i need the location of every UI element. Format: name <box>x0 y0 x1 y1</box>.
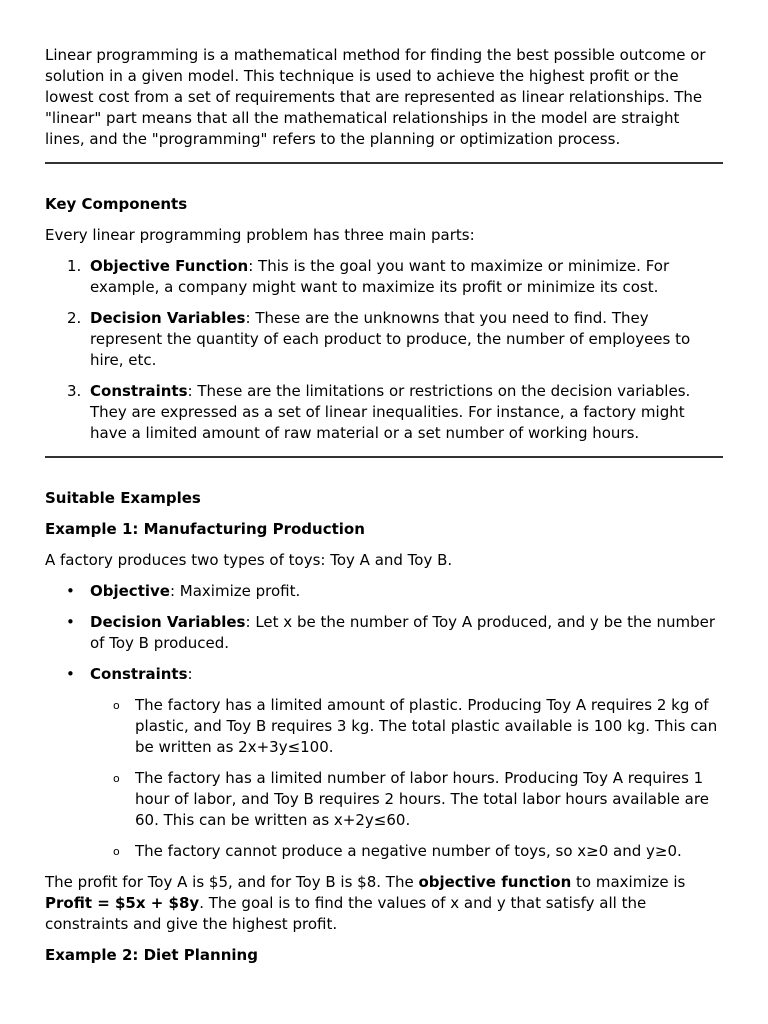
sublist-item <box>45 768 723 831</box>
profit-formula: Profit = $5x + $8y <box>45 894 200 912</box>
example1-heading: Example 1: Manufacturing Production <box>45 520 365 538</box>
list-item <box>45 612 723 654</box>
sublist-text: The factory has a limited number of labor hours. Producing Toy A requires 1 hour of labor, and Toy B requires 2 hours. The total labor hours available are 60. This can be written as x+2y≤60. <box>135 769 709 829</box>
list-text: : These are the limitations or restrictions on the decision variables. They are expressed as a set of linear inequalities. For instance, a factory might have a limited amount of raw material or a set number of working hours. <box>90 382 691 442</box>
bullet-icon: • <box>66 613 75 631</box>
list-item <box>45 256 723 298</box>
list-term: Objective Function <box>90 257 249 275</box>
list-text: : Maximize profit. <box>169 582 301 600</box>
profit-text: The profit for Toy A is $5, and for Toy B is $8. The <box>45 873 419 891</box>
list-term: Constraints <box>90 665 188 683</box>
profit-bold-term: objective function <box>418 873 572 891</box>
example1-list <box>45 581 723 862</box>
list-term: Objective <box>90 582 170 600</box>
list-item <box>45 581 723 602</box>
key-components-lead: Every linear programming problem has three main parts: <box>45 226 475 244</box>
key-components-list <box>45 256 723 444</box>
sublist-item <box>45 841 723 862</box>
list-term: Decision Variables <box>90 309 246 327</box>
profit-paragraph <box>45 872 723 935</box>
suitable-examples-heading: Suitable Examples <box>45 489 201 507</box>
list-item <box>45 664 723 862</box>
list-text: : <box>187 665 193 683</box>
list-item <box>45 381 723 444</box>
profit-text: . The goal is to find the values of x and y that satisfy all the constraints and give the highest profit. <box>45 894 647 933</box>
list-text: : This is the goal you want to maximize or minimize. For example, a company might want to maximize its profit or minimize its cost. <box>90 257 670 296</box>
section-divider <box>45 162 723 164</box>
sublist-text: The factory cannot produce a negative number of toys, so x≥0 and y≥0. <box>135 842 682 860</box>
bullet-icon: • <box>66 665 75 683</box>
example1-lead: A factory produces two types of toys: Toy A and Toy B. <box>45 551 453 569</box>
list-number: 3. <box>67 382 82 400</box>
list-term: Constraints <box>90 382 188 400</box>
constraints-sublist <box>45 695 723 862</box>
list-item <box>45 308 723 371</box>
sublist-item <box>45 695 723 758</box>
section-divider <box>45 456 723 458</box>
key-components-heading: Key Components <box>45 195 188 213</box>
circle-bullet-icon: o <box>113 772 120 785</box>
bullet-icon: • <box>66 582 75 600</box>
example2-heading: Example 2: Diet Planning <box>45 946 258 964</box>
list-text: : Let x be the number of Toy A produced, and y be the number of Toy B produced. <box>90 613 716 652</box>
profit-text: to maximize is <box>571 873 686 891</box>
list-term: Decision Variables <box>90 613 246 631</box>
list-number: 1. <box>67 257 82 275</box>
list-text: : These are the unknowns that you need to find. They represent the quantity of each product to produce, the number of employees to hire, etc. <box>90 309 691 369</box>
list-number: 2. <box>67 309 82 327</box>
circle-bullet-icon: o <box>113 845 120 858</box>
sublist-text: The factory has a limited amount of plastic. Producing Toy A requires 2 kg of plastic, and Toy B requires 3 kg. The total plastic available is 100 kg. This can be written as 2x+3y≤100. <box>135 696 718 756</box>
intro-paragraph: Linear programming is a mathematical method for finding the best possible outcome or solution in a given model. This technique is used to achieve the highest profit or the lowest cost from a set of requirements that are represented as linear relationships. The "linear" part means that all the mathematical relationships in the model are straight lines, and the "programming" refers to the planning or optimization process. <box>45 46 706 148</box>
circle-bullet-icon: o <box>113 699 120 712</box>
